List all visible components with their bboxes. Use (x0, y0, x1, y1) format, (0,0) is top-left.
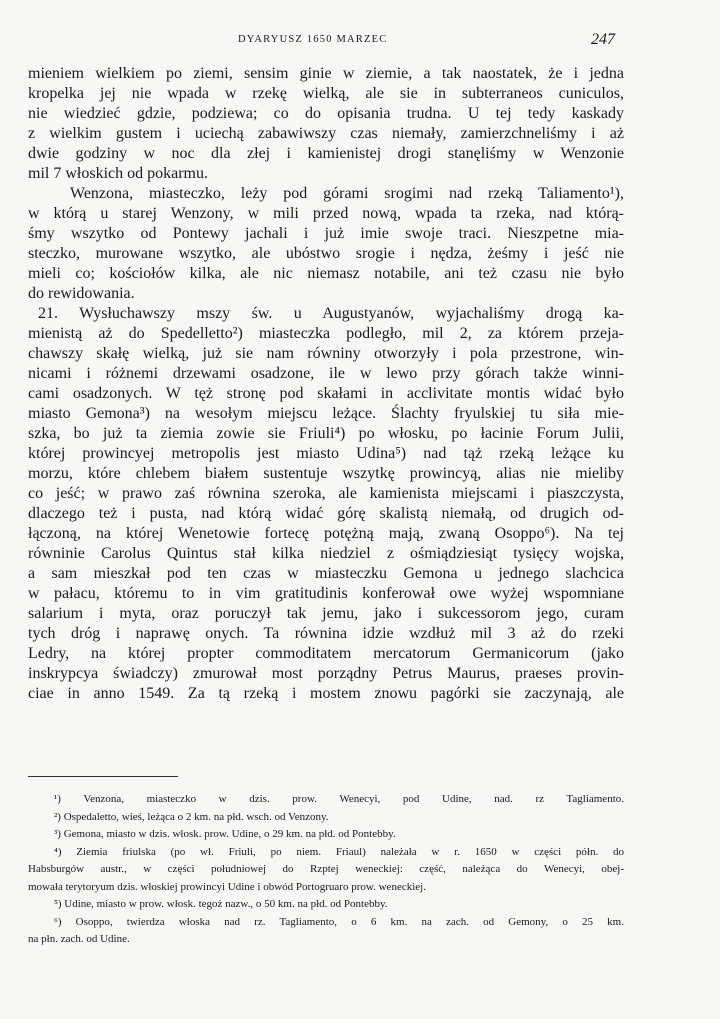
text-line: równinie Carolus Quintus stał kilka niedziel z ośmiądziesiąt tysięcy wojska, (28, 545, 624, 562)
text-line: Ledry, na której propter commoditatem mercatorum Germanicorum (jako (28, 645, 624, 662)
page-number: 247 (591, 31, 615, 48)
footnote-line: ⁴) Ziemia friulska (po wł. Friuli, po niem. Friaul) należała w r. 1650 w części półn. do (54, 845, 624, 858)
footnote-divider (28, 776, 178, 777)
text-line: steczko, murowane wszytko, ale ubóstwo srogie i nędza, żeśmy i jeść nie (28, 245, 624, 262)
text-line: łączoną, na której Wenetowie fortecę potężną mają, zwaną Osoppo⁶). Na tej (28, 525, 624, 542)
section-start-line: 21. Wysłuchawszy mszy św. u Augustyanów, wyjachaliśmy drogą ka- (38, 305, 624, 322)
text-line: mienistą aż do Spedelletto²) miasteczka podległo, mil 2, za którem przeja- (28, 325, 624, 342)
text-line: inskrypcya świadczy) zmurował most porządny Petrus Maurus, praeses provin- (28, 665, 624, 682)
text-line: dlaczego też i pusta, nad którą widać górę skalistą niemałą, od drugich od- (28, 505, 624, 522)
text-line: dwie godziny w noc dla złej i kamienistej drogi stanęliśmy w Wenzonie (28, 145, 624, 162)
text-line: szka, bo już ta ziemia zowie sie Friuli⁴) po włosku, po łacinie Forum Julii, (28, 425, 624, 442)
page-header (0, 30, 720, 54)
text-line: której prowincyej metropolis jest miasto Udina⁵) nad tąż rzeką leżące ku (28, 445, 624, 462)
text-line: w którą u starej Wenzony, w mili przed nową, wpada ta rzeka, nad którą- (28, 205, 624, 222)
footnote-line: ⁵) Udine, miasto w prow. włosk. tegoż nazw., o 50 km. na płd. od Pontebby. (54, 898, 388, 910)
footnote-line: ²) Ospedaletto, wieś, leżąca o 2 km. na płd. wsch. od Venzony. (54, 810, 329, 823)
footnote-line: mowała terytoryum dzis. włoskiej prowincyi Udine i obwód Portogruaro prow. weneckiej. (28, 880, 426, 893)
text-line: tych dróg i naprawę onych. Ta równina idzie wzdłuż mil 3 aż do rzeki (28, 625, 624, 642)
text-line: cami osadzonych. W tęż stronę pod skałami in acclivitate montis widać było (28, 385, 624, 402)
footnote-line: Habsburgów austr., w części południowej do Rzptej weneckiej: część, należąca do Wenecyi, obej- (28, 863, 624, 875)
text-line: morzu, które chlebem białem sustentuje wszytkę prowincyą, alias nie mieliby (28, 465, 624, 482)
footnote-line: ⁶) Osoppo, twierdza włoska nad rz. Tagliamento, o 6 km. na zach. od Gemony, o 25 km. (54, 915, 624, 928)
text-line: w pałacu, któremu to in vim gratitudinis konferował owe wyżej wspomniane (28, 585, 624, 602)
footnote-line: ¹) Venzona, miasteczko w dzis. prow. Wenecyi, pod Udine, nad. rz Tagliamento. (54, 793, 624, 805)
text-line: ciae in anno 1549. Za tą rzeką i mostem znowu pagórki sie zaczynają, ale (28, 685, 624, 702)
text-line: kropelka jej nie wpada w rzekę wielką, ale sie in subterraneos cuniculos, (28, 85, 624, 102)
footnote-line: na płn. zach. od Udine. (28, 933, 130, 945)
footnotes (28, 791, 624, 949)
text-line: z wielkim gustem i uciechą zabawiwszy czas niemały, zamierzchneliśmy i aż (28, 125, 624, 142)
footnote-line: ³) Gemona, miasto w dzis. włosk. prow. Udine, o 29 km. na płd. od Pontebby. (54, 828, 396, 840)
text-line: Wenzona, miasteczko, leży pod górami srogimi nad rzeką Taliamento¹), (70, 185, 624, 202)
text-line: nie wiedzieć gdzie, podziewa; co do opisania trudna. U tej tedy kaskady (28, 105, 624, 122)
text-line: co jeść; w prawo zaś równina szeroka, ale kamienista miejscami i piaszczysta, (28, 485, 624, 502)
text-line: miasto Gemona³) na wesołym miejscu leżące. Ślachty fryulskiej tu siła mie- (28, 405, 624, 422)
text-line: mieli co; kościołów kilka, ale nic niemasz notabile, ani też czasu nie było (28, 265, 624, 282)
body-text (28, 64, 624, 704)
text-line: do rewidowania. (28, 285, 135, 302)
text-line: nicami i różnemi drzewami osadzone, ile w lewo przy górach także winni- (28, 365, 624, 382)
text-line: mil 7 włoskich od pokarmu. (28, 165, 208, 182)
text-line: salarium i myta, oraz poruczył tak jemu, jako i sukcessorom jego, curam (28, 605, 624, 622)
running-title: DYARYUSZ 1650 MARZEC (238, 34, 388, 45)
text-line: a sam mieszkał pod ten czas w miasteczku Gemona u jednego slachcica (28, 565, 624, 582)
text-line: śmy wszytko od Pontewy jachali i już imie swoje traci. Nieszpetne mia- (28, 225, 624, 242)
text-line: chawszy skałę wielką, już sie nam równiny otworzyły i pola przestrone, win- (28, 345, 624, 362)
text-line: mieniem wielkiem po ziemi, sensim ginie w ziemie, a tak naostatek, że i jedna (28, 65, 624, 82)
